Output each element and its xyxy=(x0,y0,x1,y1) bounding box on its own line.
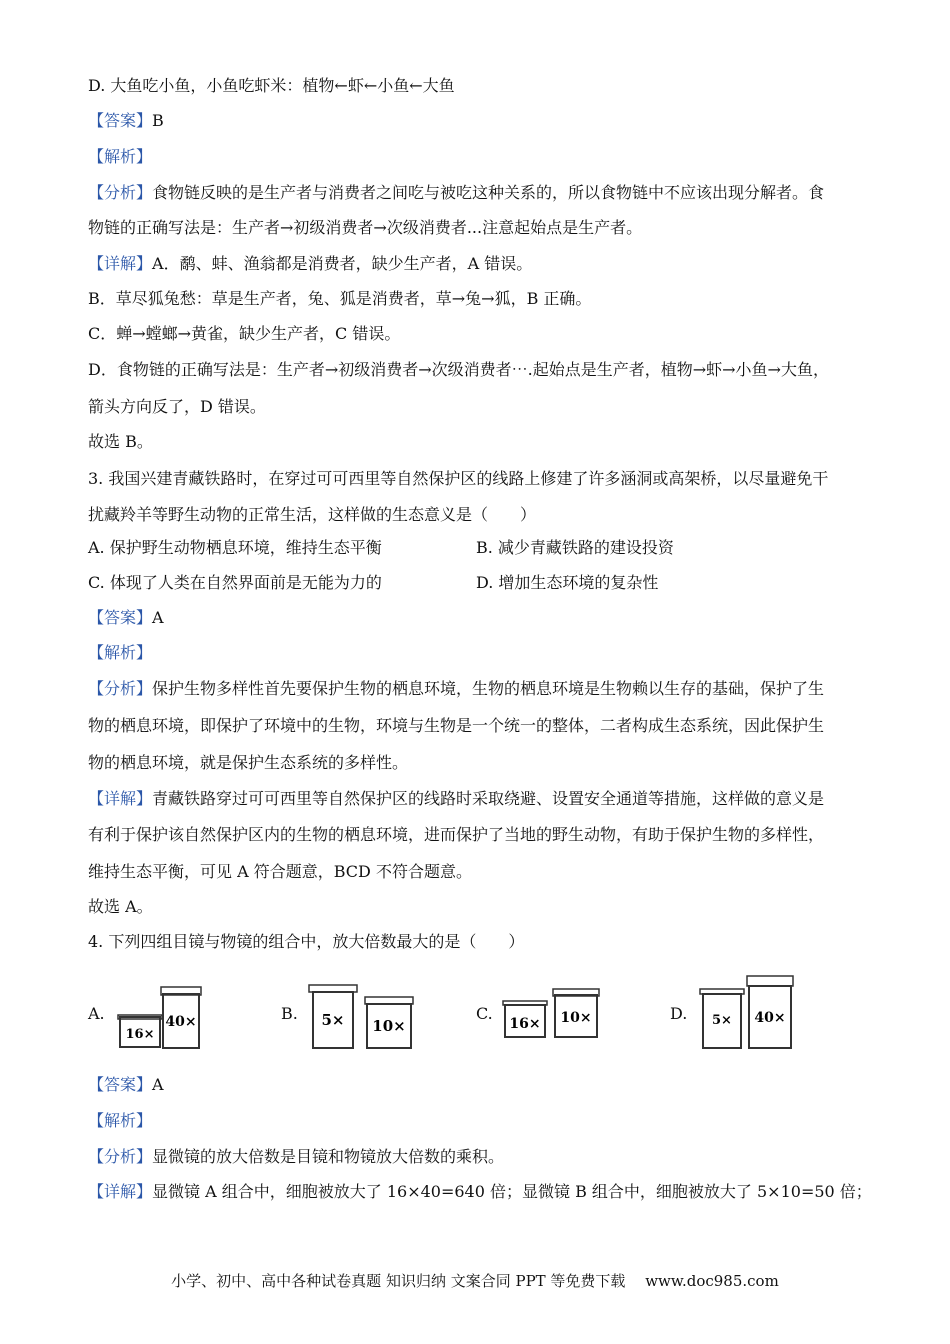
q3-fenxi-line1 xyxy=(88,679,824,699)
q3-analysis-tag: 【解析】 xyxy=(88,643,153,662)
q4-figure-c-lenses xyxy=(500,985,610,1045)
q3-conclusion: 故选 A。 xyxy=(88,897,153,916)
q2-conclusion: 故选 B。 xyxy=(88,432,153,451)
q2-line-d1: D．食物链的正确写法是：生产者→初级消费者→次级消费者⋯.起始点是生产者，植物→虾→小鱼→大鱼， xyxy=(88,360,829,379)
q2-line-c: C．蝉→螳螂→黄雀，缺少生产者，C 错误。 xyxy=(88,324,401,343)
q3-option-a: A. 保护野生动物栖息环境，维持生态平衡 xyxy=(88,538,382,557)
q2-fenxi-line1 xyxy=(88,183,824,203)
q4-figure-a-label: A. xyxy=(88,1004,105,1023)
answer-value: B xyxy=(152,111,164,130)
q4-answer xyxy=(88,1075,164,1095)
xiangjie-tag: 【详解】 xyxy=(88,254,153,273)
answer-tag: 【答案】 xyxy=(88,608,153,627)
fenxi-text: 食物链反映的是生产者与消费者之间吃与被吃这种关系的，所以食物链中不应该出现分解者。食 xyxy=(152,183,825,202)
fenxi-tag: 【分析】 xyxy=(88,1147,153,1166)
q3-fenxi-line2: 物的栖息环境，即保护了环境中的生物，环境与生物是一个统一的整体，二者构成生态系统，因此保护生 xyxy=(88,716,825,735)
q2-option-d: D. 大鱼吃小鱼，小鱼吃虾米：植物←虾←小鱼←大鱼 xyxy=(88,76,455,95)
eyepiece-label: 16× xyxy=(509,1016,541,1032)
q4-figure-c-label: C. xyxy=(476,1004,493,1023)
q3-option-d: D. 增加生态环境的复杂性 xyxy=(476,573,659,592)
objective-label: 40× xyxy=(165,1014,197,1030)
q2-analysis-tag: 【解析】 xyxy=(88,147,153,166)
q2-fenxi-line2: 物链的正确写法是：生产者→初级消费者→次级消费者...注意起始点是生产者。 xyxy=(88,218,643,237)
q3-xiangjie-line1 xyxy=(88,789,824,809)
q3-option-b: B. 减少青藏铁路的建设投资 xyxy=(476,538,674,557)
q2-answer xyxy=(88,111,164,131)
fenxi-text: 保护生物多样性首先要保护生物的栖息环境，生物的栖息环境是生物赖以生存的基础，保护了生 xyxy=(152,679,825,698)
q4-stem: 4. 下列四组目镜与物镜的组合中，放大倍数最大的是（ ） xyxy=(88,932,525,951)
answer-tag: 【答案】 xyxy=(88,111,153,130)
q2-line-d2: 箭头方向反了，D 错误。 xyxy=(88,397,266,416)
objective-icon xyxy=(161,987,201,1048)
xiangjie-text: A．鹬、蚌、渔翁都是消费者，缺少生产者，A 错误。 xyxy=(152,254,533,273)
eyepiece-label: 16× xyxy=(125,1027,155,1042)
answer-value: A xyxy=(152,1075,164,1094)
objective-icon xyxy=(365,997,413,1048)
fenxi-text: 显微镜的放大倍数是目镜和物镜放大倍数的乘积。 xyxy=(152,1147,505,1166)
answer-tag: 【答案】 xyxy=(88,1075,153,1094)
q3-stem-line2: 扰藏羚羊等野生动物的正常生活，这样做的生态意义是（ ） xyxy=(88,505,537,524)
q3-answer xyxy=(88,608,164,628)
q3-option-c: C. 体现了人类在自然界面前是无能为力的 xyxy=(88,573,382,592)
q4-figure-d-label: D. xyxy=(670,1004,688,1023)
q2-xiangjie-line1 xyxy=(88,254,532,274)
xiangjie-tag: 【详解】 xyxy=(88,1182,153,1201)
q3-xiangjie-line2: 有利于保护该自然保护区内的生物的栖息环境，进而保护了当地的野生动物，有助于保护生物的多样性， xyxy=(88,825,825,844)
q4-fenxi-line1 xyxy=(88,1147,504,1167)
fenxi-tag: 【分析】 xyxy=(88,183,153,202)
objective-label: 10× xyxy=(372,1017,406,1035)
eyepiece-icon xyxy=(309,985,357,1048)
eyepiece-icon xyxy=(700,989,744,1048)
objective-label: 10× xyxy=(560,1010,592,1026)
eyepiece-label: 5× xyxy=(321,1011,345,1029)
objective-icon xyxy=(553,989,599,1037)
eyepiece-label: 5× xyxy=(712,1013,732,1028)
q3-stem-line1: 3. 我国兴建青藏铁路时，在穿过可可西里等自然保护区的线路上修建了许多涵洞或高架桥，以尽量避免干 xyxy=(88,469,829,488)
eyepiece-icon xyxy=(503,1001,547,1037)
objective-icon xyxy=(747,976,793,1048)
fenxi-tag: 【分析】 xyxy=(88,679,153,698)
q3-fenxi-line3: 物的栖息环境，就是保护生态系统的多样性。 xyxy=(88,753,409,772)
xiangjie-text: 显微镜 A 组合中，细胞被放大了 16×40=640 倍；显微镜 B 组合中，细胞被放大了 5×10=50 倍； xyxy=(152,1182,872,1201)
q3-xiangjie-line3: 维持生态平衡，可见 A 符合题意，BCD 不符合题意。 xyxy=(88,862,472,881)
q4-xiangjie-line1 xyxy=(88,1182,872,1202)
q4-figure-a-lenses xyxy=(115,982,215,1054)
q2-line-b: B．草尽狐兔愁：草是生产者，兔、狐是消费者，草→兔→狐，B 正确。 xyxy=(88,289,592,308)
objective-label: 40× xyxy=(754,1010,786,1026)
q4-figure-b-label: B. xyxy=(281,1004,298,1023)
q4-figure-b-lenses xyxy=(305,982,425,1054)
xiangjie-tag: 【详解】 xyxy=(88,789,153,808)
q4-analysis-tag: 【解析】 xyxy=(88,1111,153,1130)
xiangjie-text: 青藏铁路穿过可可西里等自然保护区的线路时采取绕避、设置安全通道等措施，这样做的意义是 xyxy=(152,789,825,808)
eyepiece-icon xyxy=(118,1015,162,1047)
q4-figure-d-lenses xyxy=(697,972,802,1054)
page-footer: 小学、初中、高中各种试卷真题 知识归纳 文案合同 PPT 等免费下载 www.doc985.com xyxy=(171,1272,779,1290)
answer-value: A xyxy=(152,608,164,627)
